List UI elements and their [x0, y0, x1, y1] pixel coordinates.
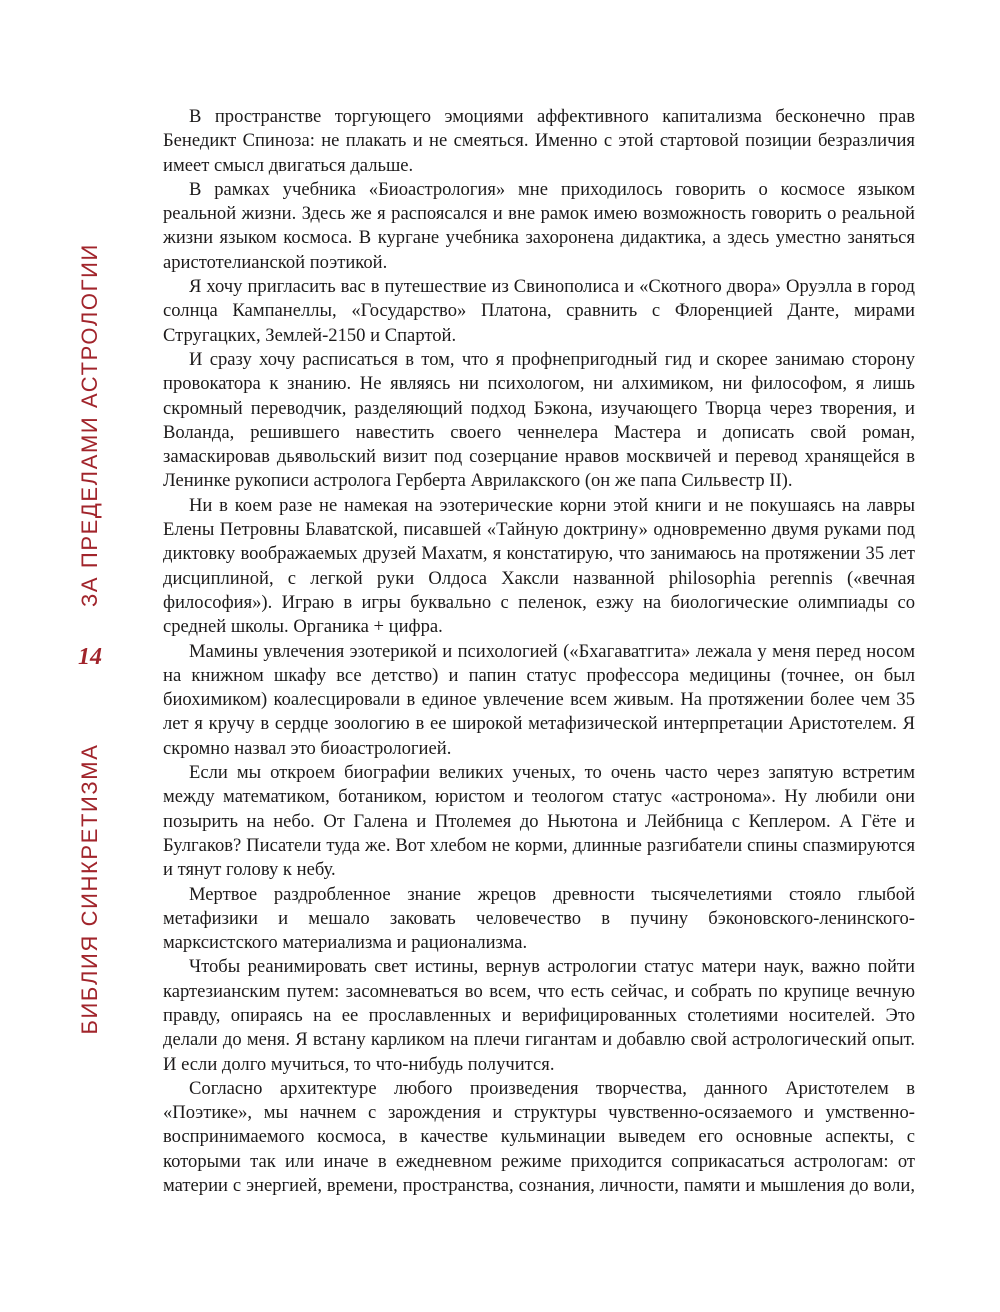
paragraph: Если мы откроем биографии великих ученых, то очень часто через запятую встретим между математиком, ботаником, юристом и теологом статус «астронома». Ну любили они позырить на небо. От Галена и Птолемея до Ньютона и Лейбница с Кеплером. А Гёте и Булгаков? Писатели туда же. Вот хлебом не корми, длинные разгибатели спины спазмируются и тянут голову к небу.: [163, 762, 915, 881]
paragraph: Мамины увлечения эзотерикой и психологией («Бхагаватгита» лежала у меня перед носом на книжном шкафу все детство) и папин статус профессора медицины (точнее, он был биохимиком) коалесцировали в единое увлечение всем живым. На протяжении более чем 35 лет я кручу в сердце зоологию в ее широкой метафизической интерпретации Аристотелем. Я скромно назвал это биоастрологией.: [163, 640, 915, 759]
paragraph: Я хочу пригласить вас в путешествие из Свинополиса и «Скотного двора» Оруэлла в город солнца Кампанеллы, «Государство» Платона, сравнить с Флоренцией Данте, мирами Стругацких, Землей-2150 и Спартой.: [163, 276, 915, 346]
paragraph: Мертвое раздробленное знание жрецов древности тысячелетиями стояло глыбой метафизики и мешало заковать человечество в пучину бэконовского-ленинского-марксистского материализма и рационализма.: [163, 883, 915, 954]
paragraph: В рамках учебника «Биоастрология» мне приходилось говорить о космосе языком реальной жизни. Здесь же я распоясался и вне рамок имею возможность говорить о реальной жизни языком космоса. В кургане учебника захоронена дидактика, а здесь уместно заняться аристотелианской поэтикой.: [163, 178, 915, 273]
page-number: 14: [78, 644, 102, 670]
paragraph: Согласно архитектуре любого произведения творчества, данного Аристотелем в «Поэтике», мы начнем с зарождения и структуры чувственно-осязаемого и умственно-воспринимаемого космоса, в качестве кульминации выведем его основные аспекты, с которыми так или иначе в ежедневном режиме приходится соприкасаться астрологам: от материи с энергией, времени, пространства, сознания, личности, памяти и мышления до воли,: [163, 1077, 915, 1197]
body-text: [163, 105, 915, 1198]
running-head-section-title: ЗА ПРЕДЕЛАМИ АСТРОЛОГИИ: [77, 243, 102, 607]
paragraph: В пространстве торгующего эмоциями аффективного капитализма бесконечно прав Бенедикт Спиноза: не плакать и не смеяться. Именно с этой стартовой позиции безразличия имеет смысл двигаться дальше.: [163, 106, 915, 176]
paragraph: Ни в коем разе не намекая на эзотерические корни этой книги и не покушаясь на лавры Елены Петровны Блаватской, писавшей «Тайную доктрину» одновременно двумя руками под диктовку воображаемых друзей Махатм, я констатирую, что занимаюсь на протяжении 35 лет дисциплиной, с легкой руки Олдоса Хаксли названной philosophia perennis («вечная философия»). Играю в игры буквально с пеленок, езжу на биологические олимпиады со средней школы. Органика + цифра.: [163, 494, 915, 638]
paragraph: И сразу хочу расписаться в том, что я профнепригодный гид и скорее занимаю сторону провокатора к знанию. Не являясь ни психологом, ни алхимиком, ни философом, я лишь скромный переводчик, разделяющий подход Бэкона, изучающего Творца через творения, и Воланда, решившего навестить своего ченнелера Мастера и дописать свой роман, замаскировав дьявольский визит под созерцание нравов москвичей и перевод хранящейся в Ленинке рукописи астролога Герберта Аврилакского (он же папа Сильвестр II).: [163, 348, 915, 492]
running-head-book-title: БИБЛИЯ СИНКРЕТИЗМА: [77, 743, 102, 1035]
paragraph: Чтобы реанимировать свет истины, вернув астрологии статус матери наук, важно пойти картезианским путем: засомневаться во всем, что есть сейчас, и собрать по крупице вечную правду, опираясь на ее прославленных и верифицированных столетиями носителей. Это делали до меня. Я встану карликом на плечи гигантам и добавлю свой астрологический опыт. И если долго мучиться, то что-нибудь получится.: [163, 956, 915, 1075]
